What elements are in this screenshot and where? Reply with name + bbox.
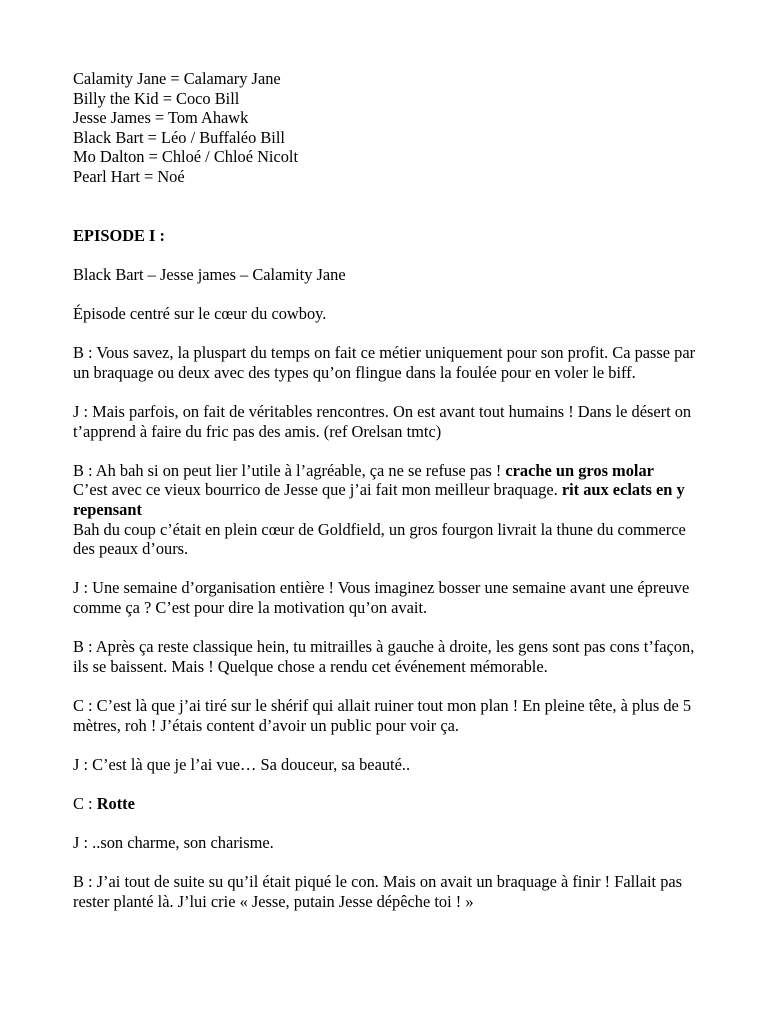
dialogue-paragraph: C : C’est là que j’ai tiré sur le shérif qui allait ruiner tout mon plan ! En pleine tête, à plus de 5 mètres, roh ! J’étais content d’avoir un public pour voir ça.: [73, 696, 692, 735]
section-spacer: [73, 187, 703, 226]
character-line: Mo Dalton = Chloé / Chloé Nicolt: [73, 147, 299, 167]
character-line: Black Bart = Léo / Buffaléo Bill: [73, 127, 285, 147]
dialogue-text: Bah du coup c’était en plein cœur de Goldfield, un gros fourgon livrait la thune du commerce des peaux d’ours.: [73, 519, 686, 559]
dialogue-paragraph: B : Après ça reste classique hein, tu mitrailles à gauche à droite, les gens sont pas cons t’façon, ils se baissent. Mais ! Quelque chose a rendu cet événement mémorable.: [73, 637, 695, 676]
dialogue-paragraph: J : ..son charme, son charisme.: [73, 833, 274, 853]
dialogue-paragraph: [73, 794, 703, 814]
stage-direction: rit aux eclats en y repensant: [73, 480, 685, 520]
dialogue-paragraph: B : Vous savez, la pluspart du temps on fait ce métier uniquement pour son profit. Ca passe par un braquage ou deux avec des types qu’on flingue dans la foulée pour en voler le biff.: [73, 343, 696, 382]
dialogue-text: C’est avec ce vieux bourrico de Jesse que j’ai fait mon meilleur braquage.: [73, 480, 562, 500]
document-page: [73, 69, 703, 931]
episode-heading: EPISODE I :: [73, 225, 165, 245]
character-list: [73, 69, 703, 187]
dialogue-speaker: C :: [73, 793, 97, 813]
character-line: Pearl Hart = Noé: [73, 166, 185, 186]
character-line: Calamity Jane = Calamary Jane: [73, 69, 281, 88]
dialogue-paragraph: J : Une semaine d’organisation entière ! Vous imaginez bosser une semaine avant une épreuve comme ça ? C’est pour dire la motivation qu’on avait.: [73, 578, 690, 618]
character-line: Jesse James = Tom Ahawk: [73, 108, 249, 128]
episode-cast: Black Bart – Jesse james – Calamity Jane: [73, 264, 346, 284]
dialogue-text: B : Ah bah si on peut lier l’utile à l’agréable, ça ne se refuse pas !: [73, 460, 506, 480]
stage-direction: Rotte: [96, 793, 135, 813]
stage-direction: crache un gros molar: [505, 460, 654, 480]
dialogue-paragraph: J : Mais parfois, on fait de véritables rencontres. On est avant tout humains ! Dans le désert on t’apprend à faire du fric pas des amis. (ref Orelsan tmtc): [73, 402, 692, 441]
dialogue-paragraph: B : J’ai tout de suite su qu’il était piqué le con. Mais on avait un braquage à finir ! Fallait pas rester planté là. J’lui crie « Jesse, putain Jesse dépêche toi ! »: [73, 872, 683, 911]
character-line: Billy the Kid = Coco Bill: [73, 88, 240, 108]
episode-summary: Épisode centré sur le cœur du cowboy.: [73, 304, 327, 324]
dialogue-paragraph: J : C’est là que je l’ai vue… Sa douceur, sa beauté..: [73, 754, 411, 774]
dialogue-paragraph: [73, 461, 703, 559]
